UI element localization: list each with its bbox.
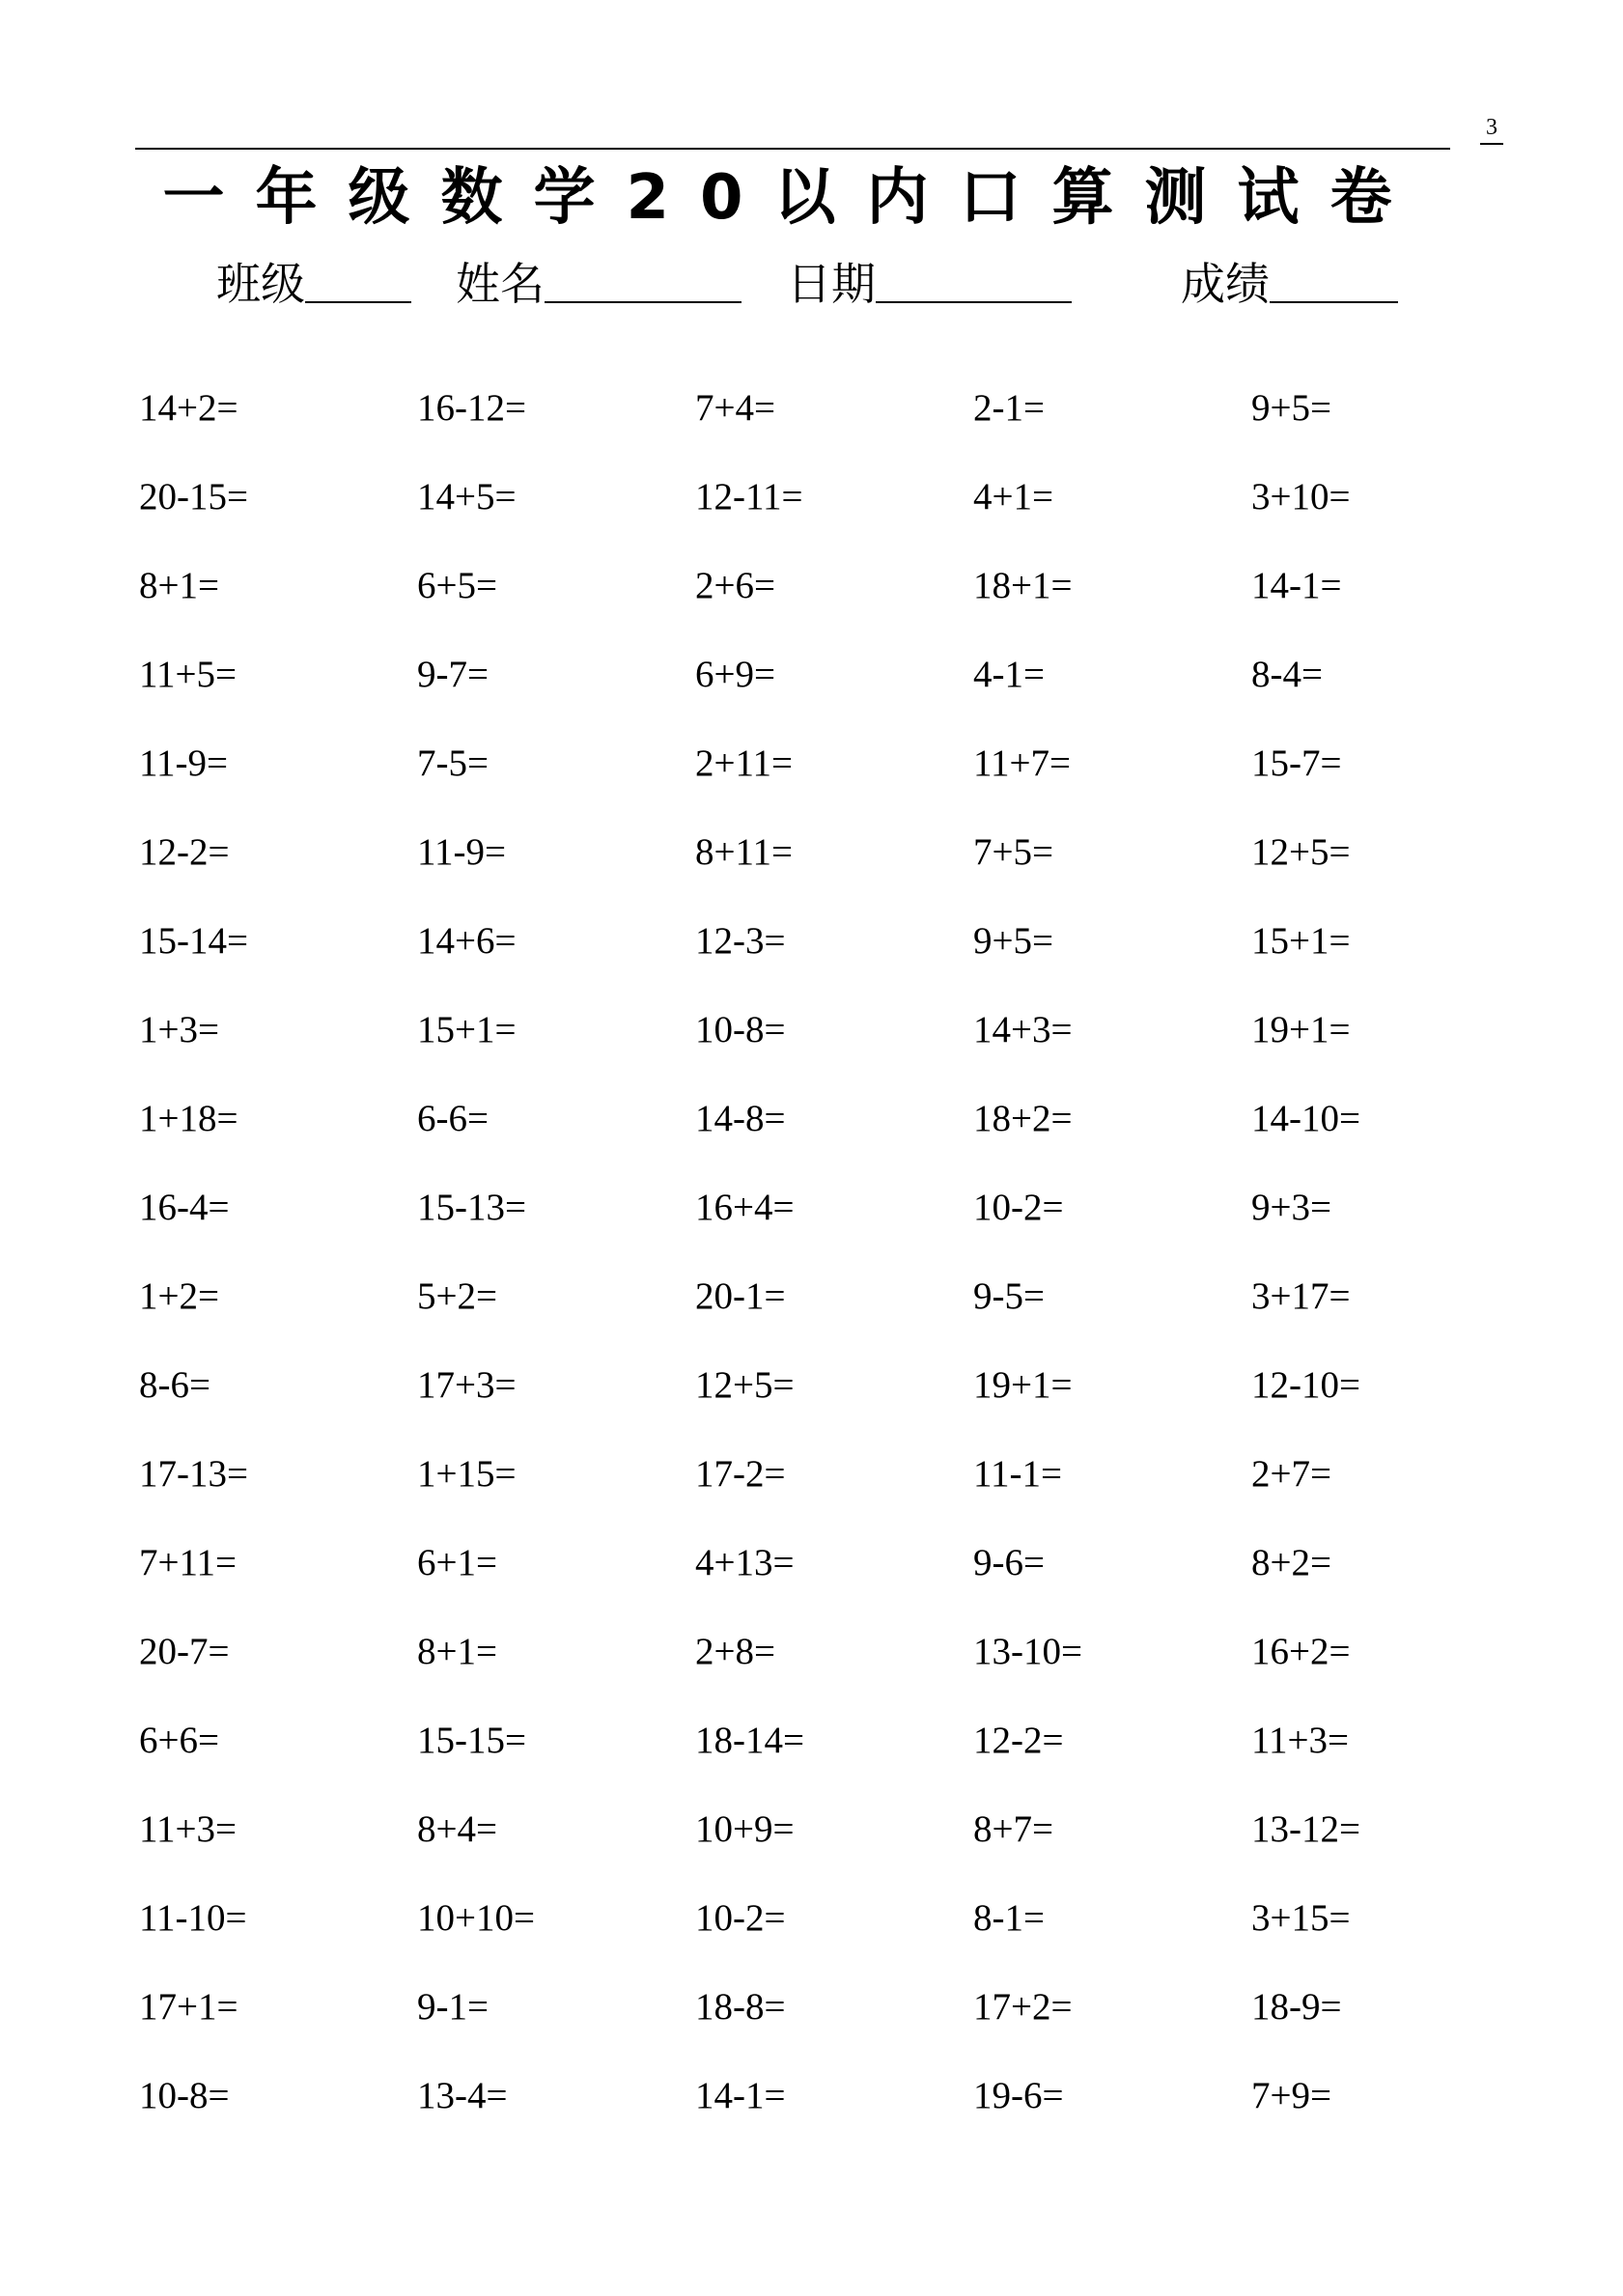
problem-item: 15-13= [417, 1187, 526, 1228]
page-number: 3 [1480, 114, 1503, 145]
header-rule [135, 148, 1450, 150]
class-blank[interactable] [305, 301, 411, 303]
problem-item: 20-1= [695, 1275, 786, 1317]
problem-item: 1+15= [417, 1453, 517, 1495]
problem-item: 4+13= [695, 1542, 795, 1583]
problem-item: 7+11= [139, 1542, 238, 1583]
problem-item: 13-12= [1251, 1808, 1360, 1850]
problem-item: 14-8= [695, 1098, 786, 1139]
problem-item: 12-11= [695, 476, 803, 518]
problem-item: 7+9= [1251, 2075, 1331, 2116]
problem-item: 11-10= [139, 1897, 247, 1939]
problem-item: 13-10= [973, 1631, 1082, 1672]
problem-item: 18-9= [1251, 1986, 1342, 2028]
problem-item: 1+18= [139, 1098, 238, 1139]
student-info-row [0, 249, 1623, 311]
problem-item: 9+3= [1251, 1187, 1331, 1228]
problem-item: 8-6= [139, 1364, 210, 1406]
problem-item: 16+4= [695, 1187, 795, 1228]
problem-item: 14-1= [1251, 565, 1342, 606]
problem-item: 5+2= [417, 1275, 497, 1317]
problem-item: 1+3= [139, 1009, 219, 1050]
problem-item: 14+2= [139, 387, 238, 429]
problem-item: 16-4= [139, 1187, 230, 1228]
class-field [216, 249, 411, 311]
problem-item: 9-7= [417, 654, 489, 695]
name-field [456, 249, 742, 311]
problem-item: 8+2= [1251, 1542, 1331, 1583]
problem-item: 7+5= [973, 831, 1053, 873]
problem-item: 13-4= [417, 2075, 508, 2116]
problem-item: 6-6= [417, 1098, 489, 1139]
problem-item: 2+7= [1251, 1453, 1331, 1495]
problem-item: 2+6= [695, 565, 775, 606]
problem-item: 4-1= [973, 654, 1045, 695]
problem-item: 18-14= [695, 1720, 804, 1761]
worksheet-title: 一年级数学20以内口算测试卷 [162, 162, 1423, 234]
problem-item: 18+2= [973, 1098, 1073, 1139]
problem-item: 12+5= [695, 1364, 795, 1406]
problem-item: 15-14= [139, 920, 248, 962]
problem-item: 15+1= [417, 1009, 517, 1050]
problem-item: 17-2= [695, 1453, 786, 1495]
problem-item: 11+3= [1251, 1720, 1350, 1761]
problem-item: 15-15= [417, 1720, 526, 1761]
date-label: 日期 [787, 258, 876, 310]
score-field [1181, 249, 1398, 311]
problem-item: 12+5= [1251, 831, 1351, 873]
problem-item: 16-12= [417, 387, 526, 429]
problem-item: 11+3= [139, 1808, 238, 1850]
problem-item: 8+1= [139, 565, 219, 606]
problem-item: 10-8= [139, 2075, 230, 2116]
problem-item: 3+17= [1251, 1275, 1351, 1317]
problem-item: 10-8= [695, 1009, 786, 1050]
problem-item: 1+2= [139, 1275, 219, 1317]
problem-item: 14-10= [1251, 1098, 1360, 1139]
problem-item: 9+5= [973, 920, 1053, 962]
problem-item: 11-9= [417, 831, 507, 873]
problem-item: 15-7= [1251, 742, 1342, 784]
problem-item: 8-1= [973, 1897, 1045, 1939]
problem-item: 11-9= [139, 742, 229, 784]
problem-item: 3+10= [1251, 476, 1351, 518]
name-label: 姓名 [456, 258, 545, 310]
problem-item: 10+10= [417, 1897, 535, 1939]
name-blank[interactable] [545, 301, 742, 303]
problem-item: 17+3= [417, 1364, 517, 1406]
problem-item: 9-6= [973, 1542, 1045, 1583]
problem-item: 14+3= [973, 1009, 1073, 1050]
problem-item: 2+11= [695, 742, 794, 784]
problem-item: 12-3= [695, 920, 786, 962]
problem-item: 14+6= [417, 920, 517, 962]
problem-item: 18-8= [695, 1986, 786, 2028]
problem-item: 8+4= [417, 1808, 497, 1850]
class-label: 班级 [216, 258, 305, 310]
problem-item: 3+15= [1251, 1897, 1351, 1939]
problem-item: 19+1= [973, 1364, 1073, 1406]
problem-item: 9-5= [973, 1275, 1045, 1317]
problem-item: 11-1= [973, 1453, 1063, 1495]
problem-item: 17+2= [973, 1986, 1073, 2028]
problem-item: 11+5= [139, 654, 238, 695]
problem-item: 19-6= [973, 2075, 1064, 2116]
problem-item: 6+1= [417, 1542, 497, 1583]
problem-item: 10-2= [695, 1897, 786, 1939]
problem-item: 14-1= [695, 2075, 786, 2116]
problem-item: 10+9= [695, 1808, 795, 1850]
problem-item: 8+11= [695, 831, 794, 873]
problem-item: 8+7= [973, 1808, 1053, 1850]
problem-item: 20-15= [139, 476, 248, 518]
score-label: 成绩 [1181, 258, 1270, 310]
date-field [787, 249, 1072, 311]
problem-item: 8-4= [1251, 654, 1323, 695]
problem-item: 4+1= [973, 476, 1053, 518]
problem-item: 2+8= [695, 1631, 775, 1672]
problem-item: 19+1= [1251, 1009, 1351, 1050]
problem-item: 6+5= [417, 565, 497, 606]
problem-item: 16+2= [1251, 1631, 1351, 1672]
problem-item: 6+9= [695, 654, 775, 695]
problem-item: 14+5= [417, 476, 517, 518]
problem-item: 17+1= [139, 1986, 238, 2028]
problem-item: 10-2= [973, 1187, 1064, 1228]
date-blank[interactable] [876, 301, 1072, 303]
score-blank[interactable] [1270, 301, 1398, 303]
problem-item: 8+1= [417, 1631, 497, 1672]
problem-item: 15+1= [1251, 920, 1351, 962]
problem-item: 7-5= [417, 742, 489, 784]
problem-item: 7+4= [695, 387, 775, 429]
problem-item: 12-10= [1251, 1364, 1360, 1406]
problem-item: 11+7= [973, 742, 1072, 784]
problem-item: 20-7= [139, 1631, 230, 1672]
problem-item: 12-2= [139, 831, 230, 873]
problem-item: 12-2= [973, 1720, 1064, 1761]
problem-item: 17-13= [139, 1453, 248, 1495]
problem-item: 9+5= [1251, 387, 1331, 429]
problem-item: 18+1= [973, 565, 1073, 606]
problem-item: 9-1= [417, 1986, 489, 2028]
problem-item: 6+6= [139, 1720, 219, 1761]
problems-grid [139, 373, 1529, 2149]
problem-item: 2-1= [973, 387, 1045, 429]
